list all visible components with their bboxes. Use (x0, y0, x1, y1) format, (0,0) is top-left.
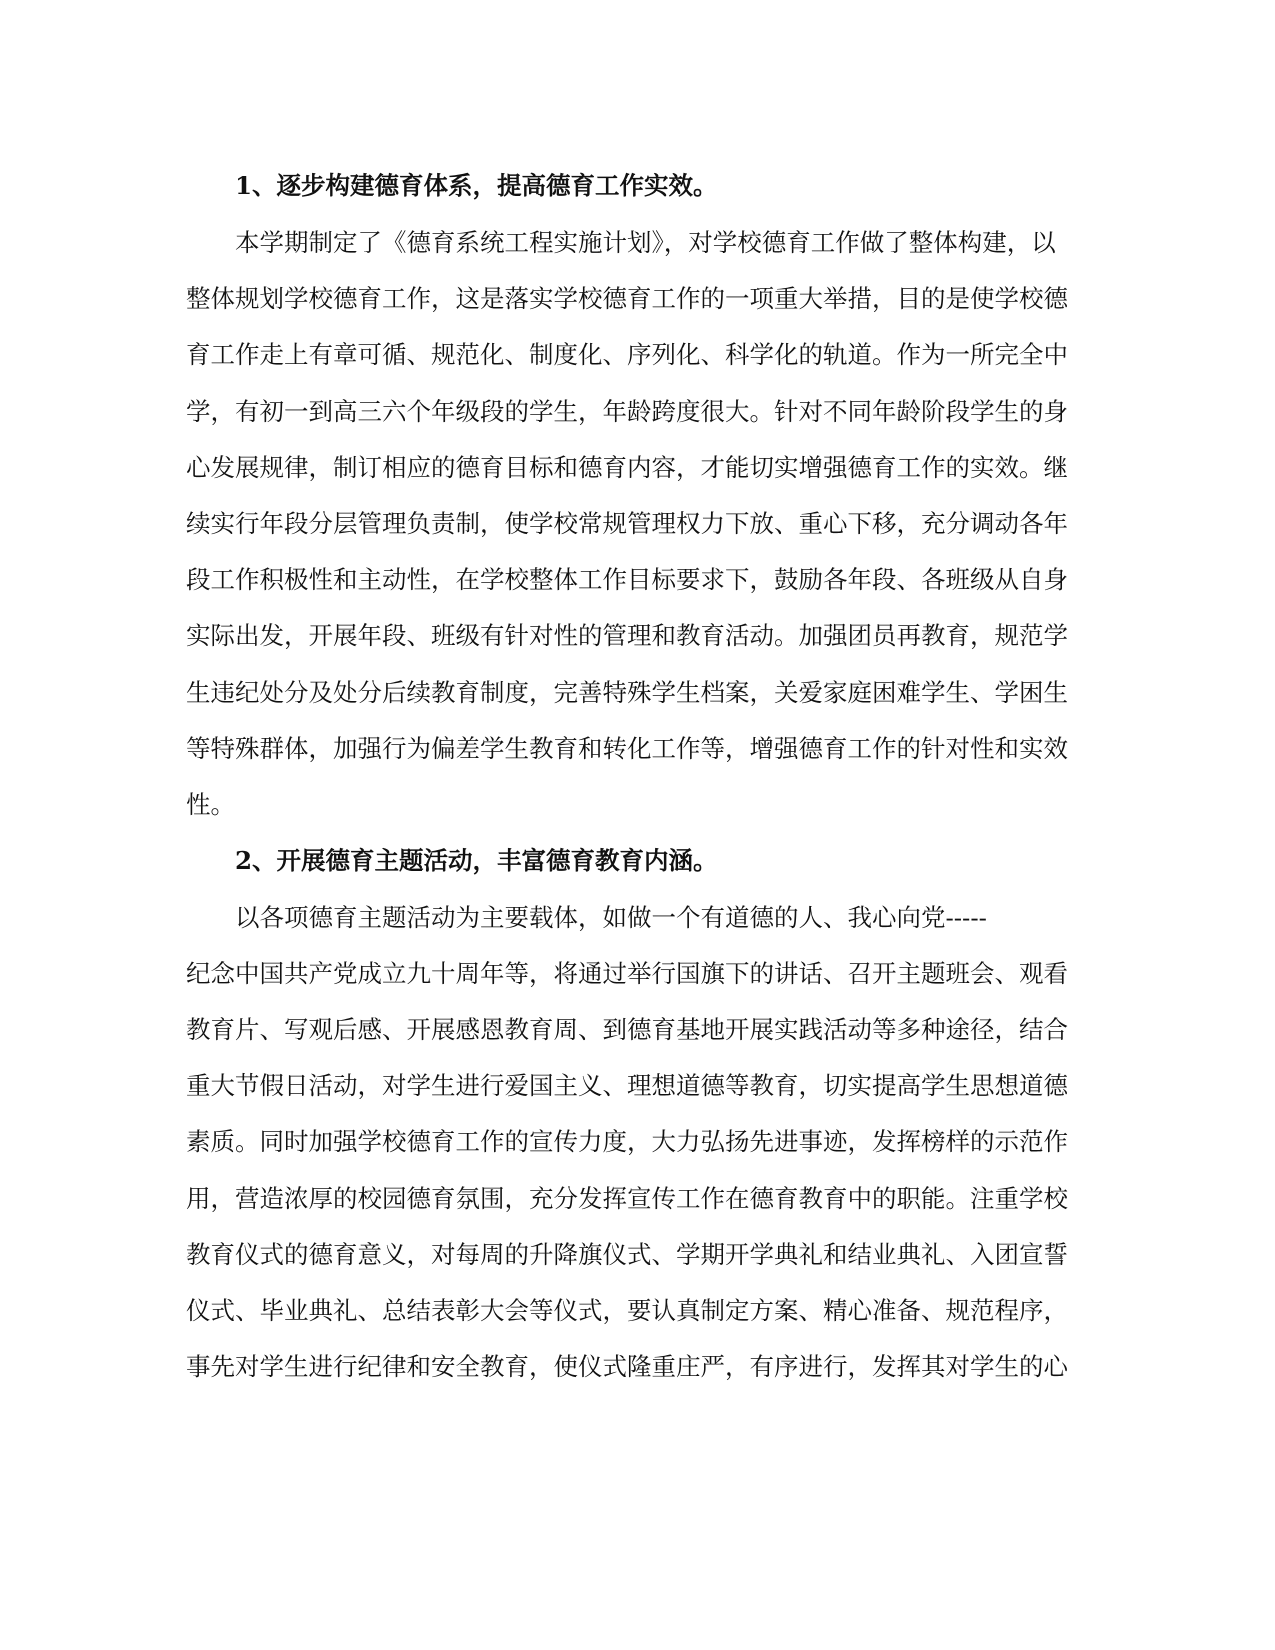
section1-line-9: 生违纪处分及处分后续教育制度，完善特殊学生档案，关爱家庭困难学生、学困生 (186, 678, 1068, 707)
section1-line-1: 本学期制定了《德育系统工程实施计划》，对学校德育工作做了整体构建，以 (235, 228, 1056, 257)
section1-line-2: 整体规划学校德育工作，这是落实学校德育工作的一项重大举措，目的是使学校德 (186, 284, 1068, 313)
section1-line-4: 学，有初一到高三六个年级段的学生，年龄跨度很大。针对不同年龄阶段学生的身 (186, 397, 1068, 426)
section1-line-3: 育工作走上有章可循、规范化、制度化、序列化、科学化的轨道。作为一所完全中 (186, 340, 1068, 369)
section2-line-6: 用，营造浓厚的校园德育氛围，充分发挥宣传工作在德育教育中的职能。注重学校 (186, 1184, 1068, 1213)
section1-line-8: 实际出发，开展年段、班级有针对性的管理和教育活动。加强团员再教育，规范学 (186, 621, 1068, 650)
section1-line-5: 心发展规律，制订相应的德育目标和德育内容，才能切实增强德育工作的实效。继 (186, 453, 1068, 482)
section2-line-5: 素质。同时加强学校德育工作的宣传力度，大力弘扬先进事迹，发挥榜样的示范作 (186, 1127, 1068, 1156)
section1-line-11: 性。 (186, 790, 235, 819)
section2-line-1: 以各项德育主题活动为主要载体，如做一个有道德的人、我心向党----- (235, 903, 987, 932)
section2-line-2: 纪念中国共产党成立九十周年等，将通过举行国旗下的讲话、召开主题班会、观看 (186, 959, 1068, 988)
section2-line-4: 重大节假日活动，对学生进行爱国主义、理想道德等教育，切实提高学生思想道德 (186, 1071, 1068, 1100)
section2-line-8: 仪式、毕业典礼、总结表彰大会等仪式，要认真制定方案、精心准备、规范程序， (186, 1296, 1068, 1325)
section1-line-7: 段工作积极性和主动性，在学校整体工作目标要求下，鼓励各年段、各班级从自身 (186, 565, 1068, 594)
section2-line-7: 教育仪式的德育意义，对每周的升降旗仪式、学期开学典礼和结业典礼、入团宣誓 (186, 1240, 1068, 1269)
section2-line-9: 事先对学生进行纪律和安全教育，使仪式隆重庄严，有序进行，发挥其对学生的心 (186, 1352, 1068, 1381)
section2-heading: 2、开展德育主题活动，丰富德育教育内涵。 (235, 846, 718, 875)
section2-line-3: 教育片、写观后感、开展感恩教育周、到德育基地开展实践活动等多种途径，结合 (186, 1015, 1068, 1044)
section1-line-6: 续实行年段分层管理负责制，使学校常规管理权力下放、重心下移，充分调动各年 (186, 509, 1068, 538)
section1-line-10: 等特殊群体，加强行为偏差学生教育和转化工作等，增强德育工作的针对性和实效 (186, 734, 1068, 763)
section1-heading: 1、逐步构建德育体系，提高德育工作实效。 (235, 171, 718, 200)
